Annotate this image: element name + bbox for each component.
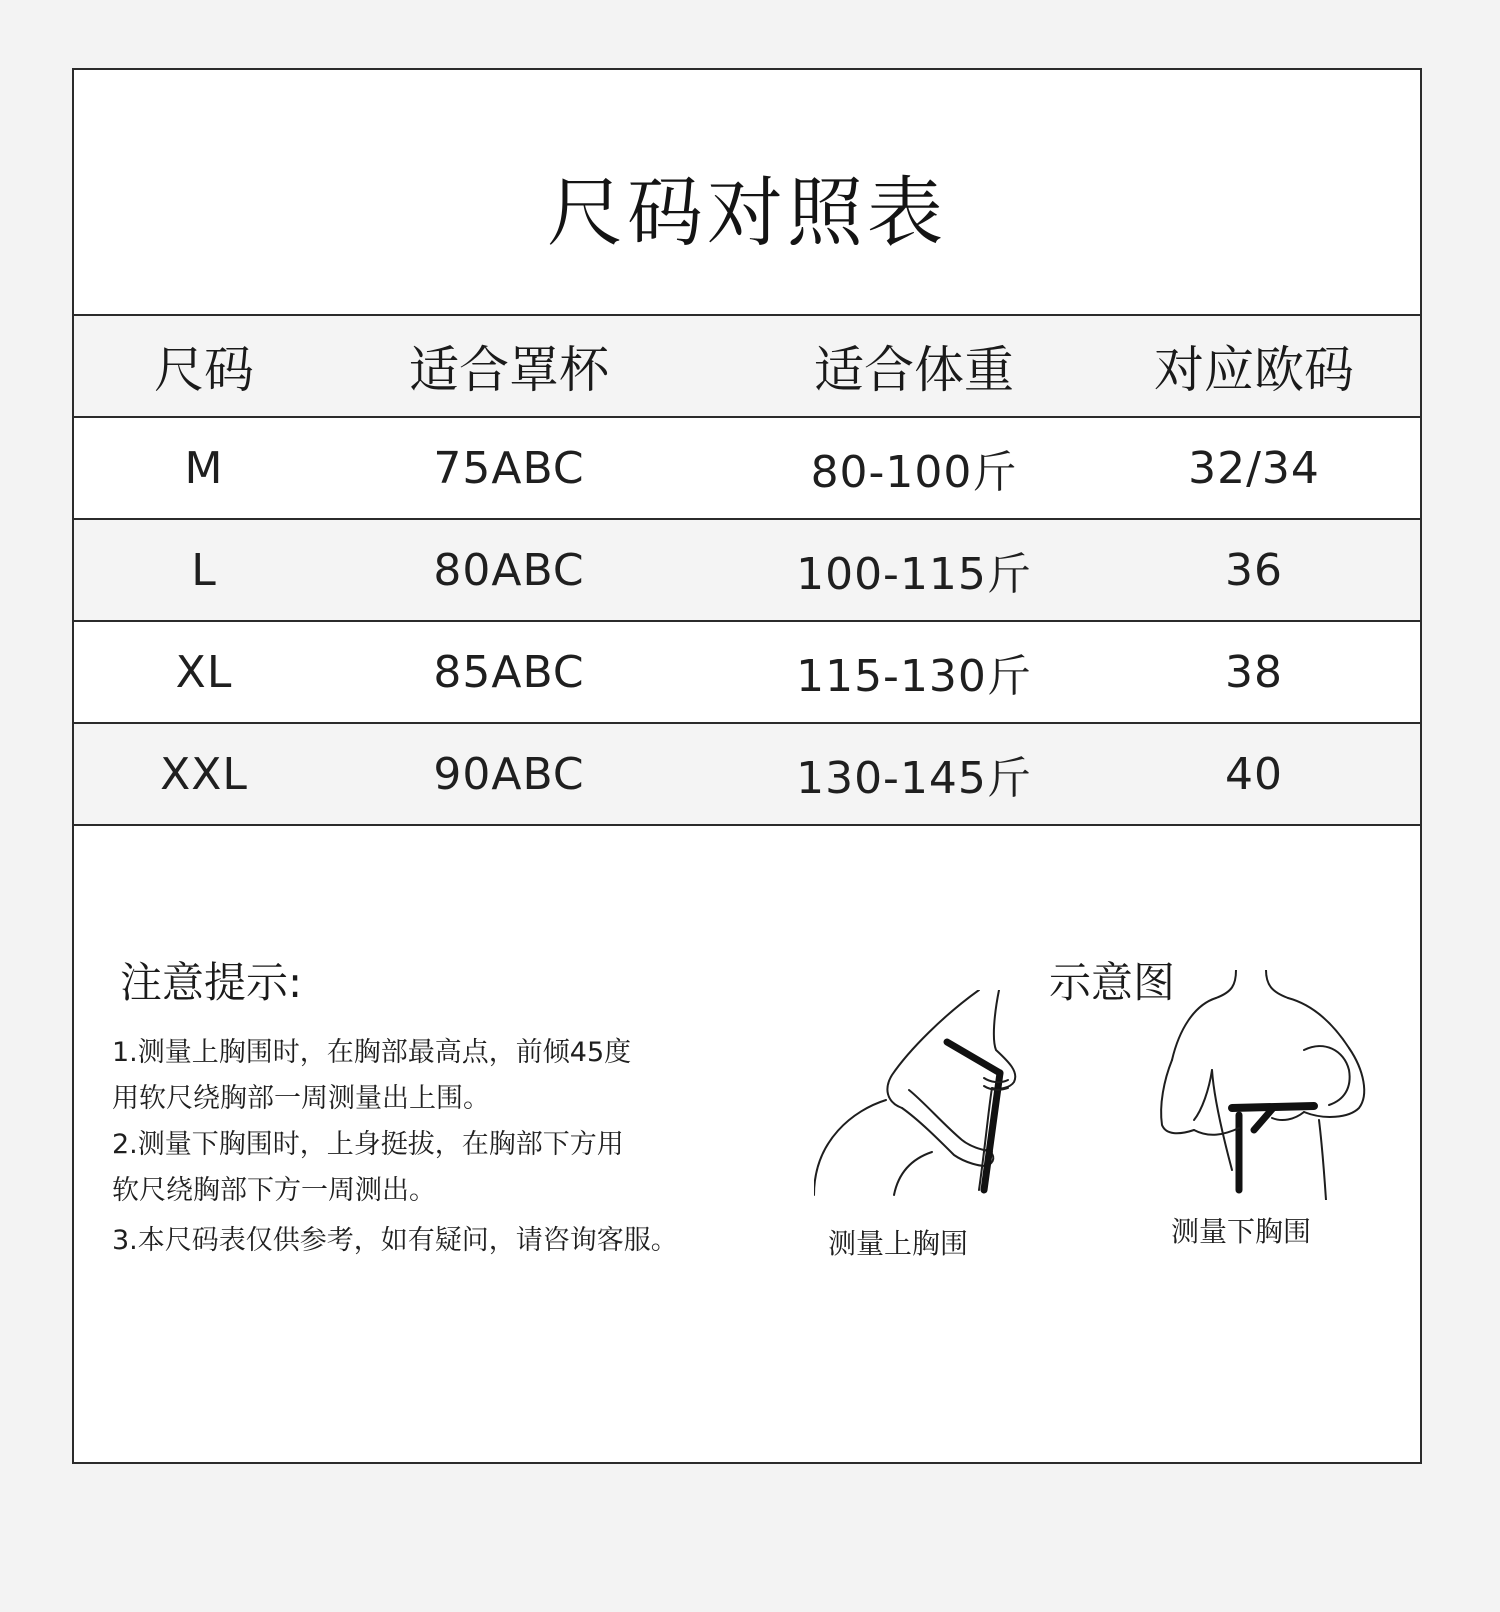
upper-bust-caption: 测量上胸围	[828, 1227, 969, 1260]
note-line: 1.测量上胸围时，在胸部最高点，前倾45度	[112, 1037, 632, 1068]
note-line: 3.本尺码表仅供参考，如有疑问，请咨询客服。	[112, 1225, 678, 1256]
table-row	[74, 520, 1420, 622]
cell-size: L	[191, 544, 217, 596]
diagram-title: 示意图	[1049, 958, 1176, 1007]
header-size: 尺码	[154, 341, 254, 399]
cell-cup: 85ABC	[433, 646, 585, 698]
cell-eu-size: 40	[1225, 748, 1283, 800]
cell-weight: 115-130斤	[796, 651, 1032, 702]
page-title: 尺码对照表	[547, 168, 947, 257]
size-table	[74, 314, 1420, 826]
note-line: 用软尺绕胸部一周测量出上围。	[112, 1083, 490, 1114]
table-header-row	[74, 316, 1420, 418]
cell-cup: 90ABC	[433, 748, 585, 800]
cell-eu-size: 36	[1225, 544, 1283, 596]
note-line: 软尺绕胸部下方一周测出。	[112, 1175, 436, 1206]
cell-cup: 75ABC	[433, 442, 585, 494]
size-chart-card	[72, 68, 1422, 1464]
notes-title: 注意提示:	[120, 958, 303, 1007]
cell-weight: 80-100斤	[810, 447, 1018, 498]
lower-bust-caption: 测量下胸围	[1171, 1215, 1312, 1248]
header-cup: 适合罩杯	[409, 341, 609, 399]
cell-weight: 100-115斤	[796, 549, 1032, 600]
upper-bust-measure-icon	[814, 990, 1094, 1210]
cell-eu-size: 32/34	[1188, 442, 1320, 494]
cell-size: M	[184, 442, 224, 494]
table-row	[74, 724, 1420, 826]
cell-size: XL	[175, 646, 233, 698]
header-eu-size: 对应欧码	[1154, 341, 1354, 399]
note-line: 2.测量下胸围时，上身挺拔，在胸部下方用	[112, 1129, 624, 1160]
table-row	[74, 622, 1420, 724]
header-weight: 适合体重	[814, 341, 1014, 399]
notes-list	[112, 1030, 752, 1264]
under-bust-measure-icon	[1154, 970, 1394, 1200]
table-row	[74, 418, 1420, 520]
cell-eu-size: 38	[1225, 646, 1283, 698]
cell-weight: 130-145斤	[796, 753, 1032, 804]
cell-size: XXL	[160, 748, 248, 800]
cell-cup: 80ABC	[433, 544, 585, 596]
